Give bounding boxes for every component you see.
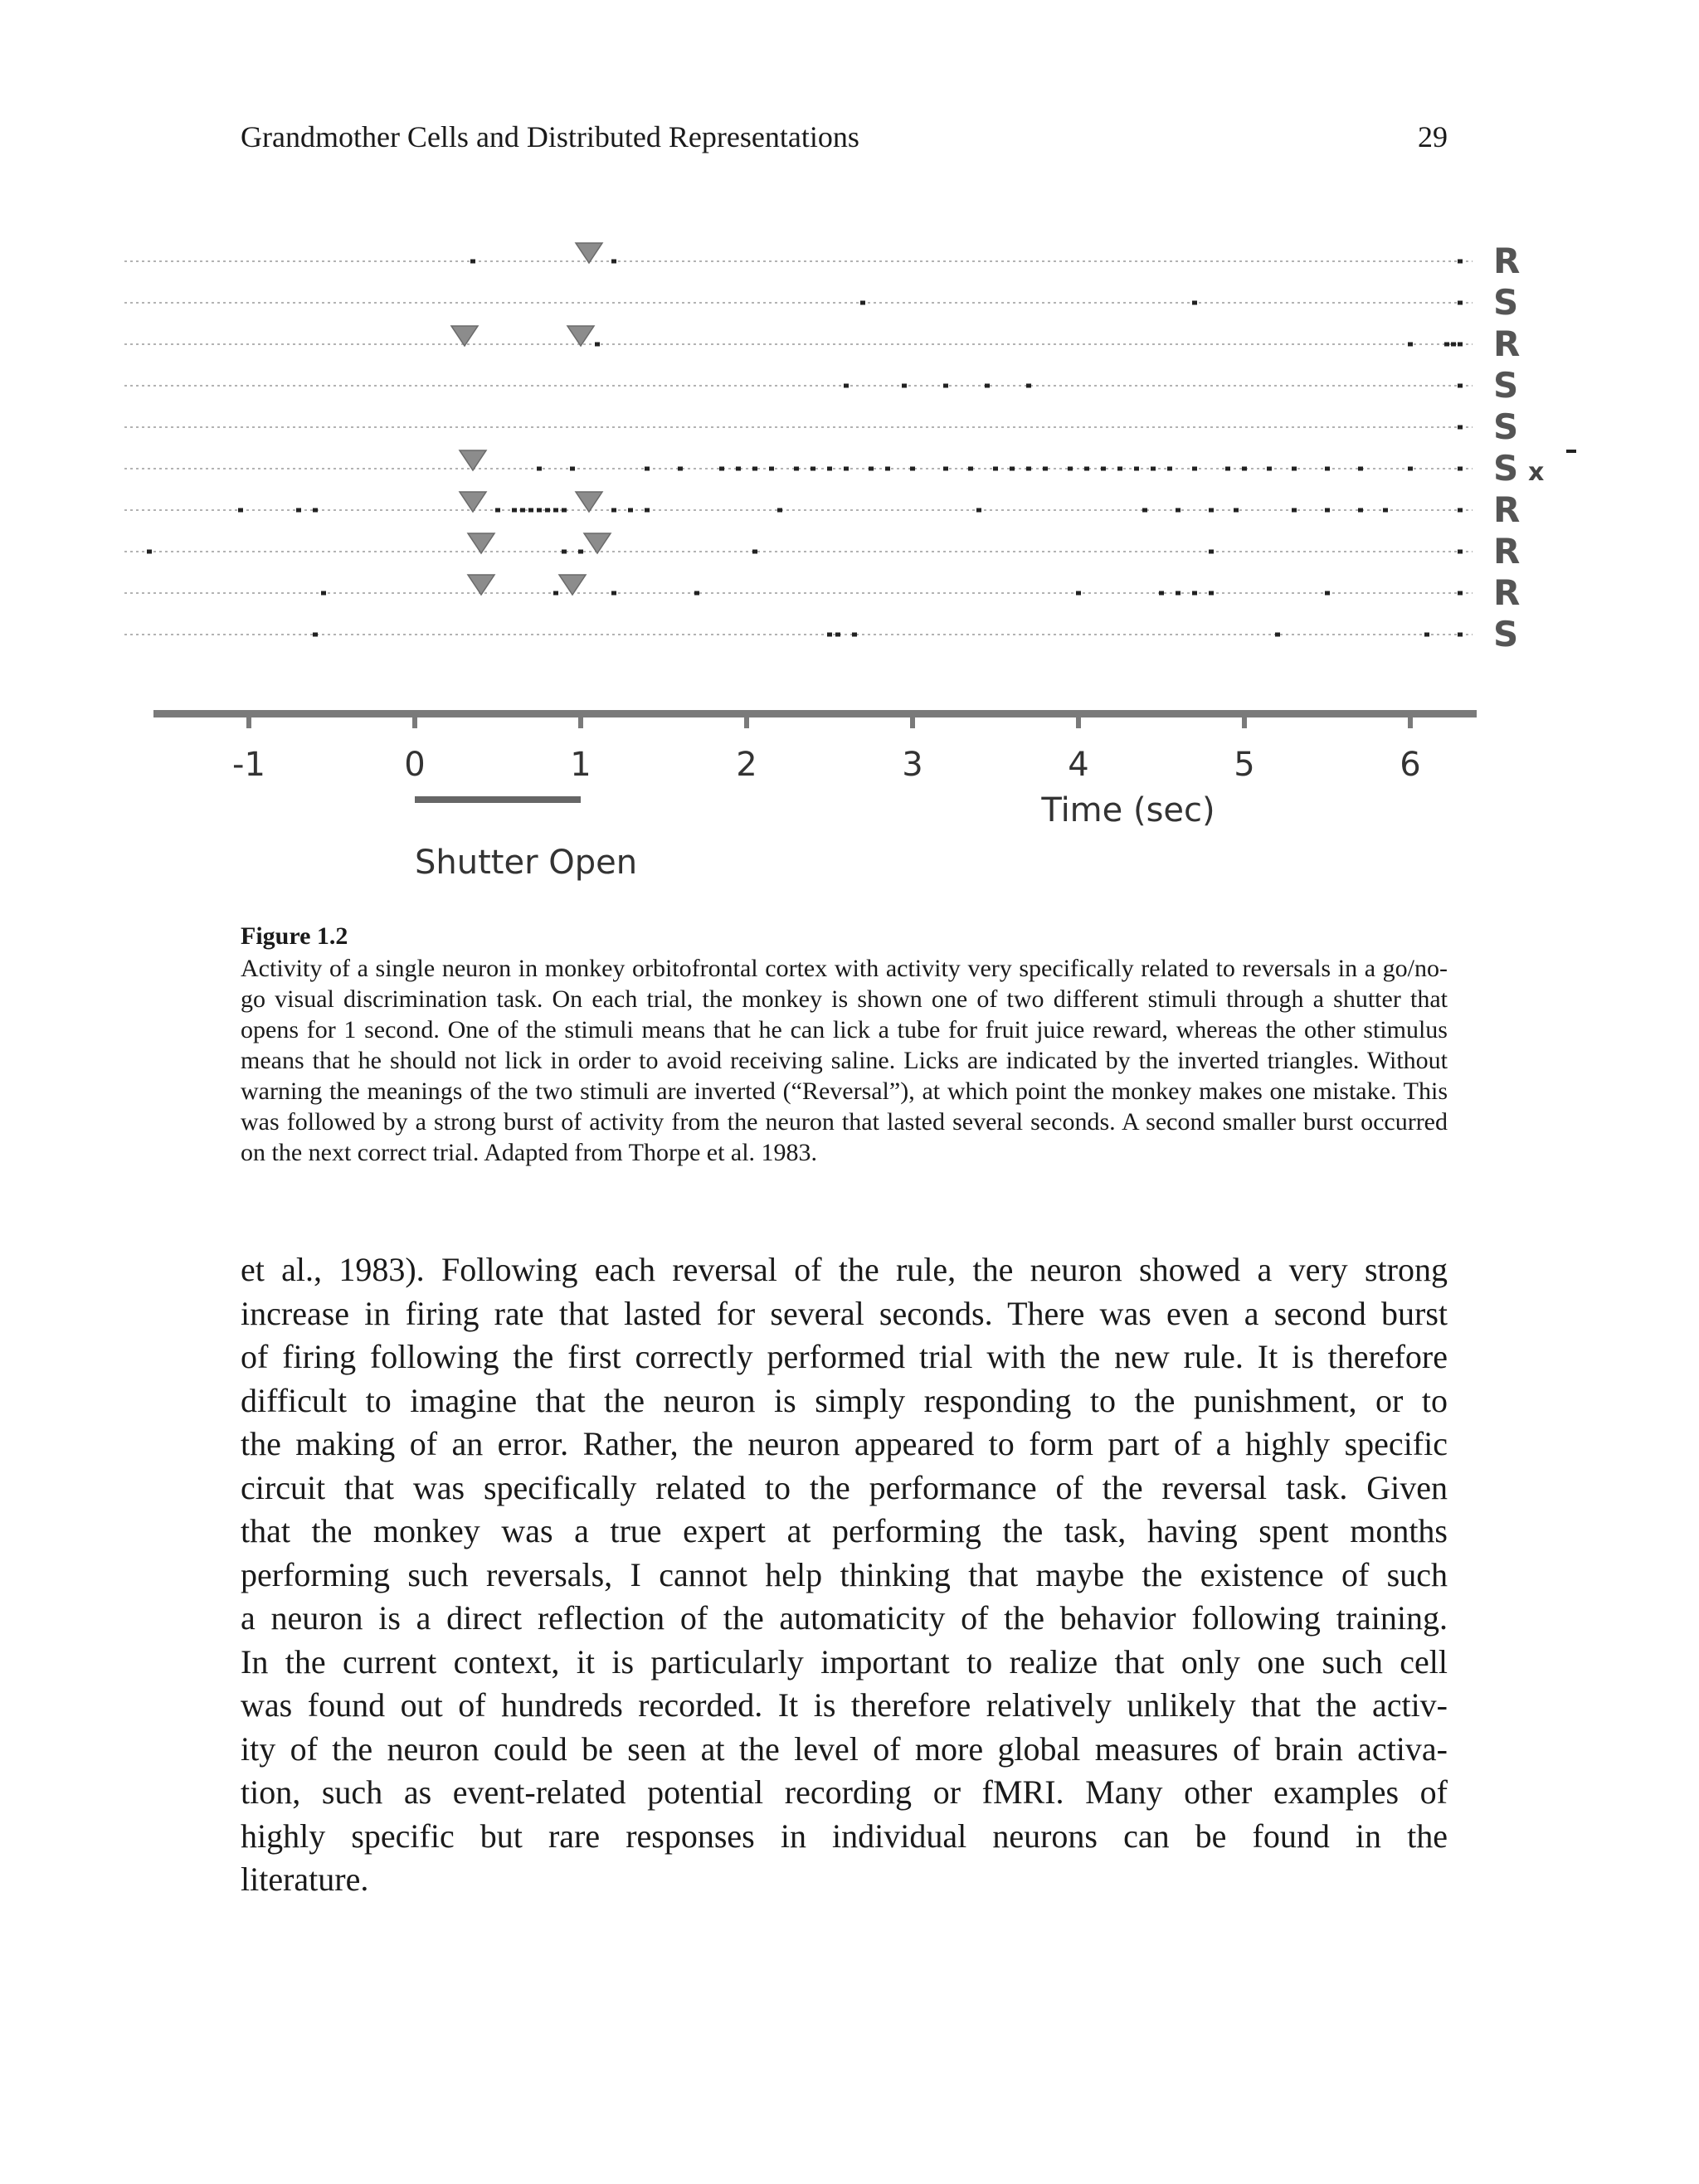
body-paragraph — [241, 1248, 1448, 1902]
spike-mark — [537, 467, 542, 471]
spike-mark — [827, 467, 832, 471]
tick-label: 5 — [1234, 746, 1255, 784]
spike-mark — [827, 633, 832, 637]
spike-mark — [628, 508, 633, 513]
trial-label: S — [1493, 282, 1519, 323]
spike-mark — [1068, 467, 1073, 471]
spike-mark — [611, 260, 616, 264]
body-line: performing such reversals, I cannot help thinking that maybe the existence of such — [241, 1555, 1448, 1593]
body-line: was found out of hundreds recorded. It is therefore relatively unlikely that the activ- — [241, 1686, 1448, 1724]
time-axis — [153, 710, 1477, 717]
spike-mark — [769, 467, 774, 471]
spike-mark — [1358, 467, 1363, 471]
spike-mark — [1292, 467, 1297, 471]
spike-mark — [1325, 508, 1330, 513]
spike-mark — [811, 467, 815, 471]
spike-mark — [1458, 467, 1463, 471]
spike-mark — [147, 550, 152, 554]
spike-mark — [985, 384, 990, 388]
reversal-tick-mark — [1566, 450, 1576, 453]
axis-tick — [1242, 717, 1247, 728]
spike-mark — [885, 467, 890, 471]
spike-mark — [1408, 467, 1413, 471]
body-line: a neuron is a direct reflection of the automaticity of the behavior following training. — [241, 1599, 1448, 1637]
spike-mark — [553, 591, 558, 596]
page-number: 29 — [1418, 120, 1448, 153]
spike-mark — [1117, 467, 1122, 471]
spike-mark — [835, 633, 840, 637]
axis-tick — [744, 717, 749, 728]
spike-mark — [1192, 467, 1197, 471]
spike-mark — [736, 467, 741, 471]
spike-mark — [943, 467, 948, 471]
tick-label: -1 — [232, 746, 265, 784]
spike-mark — [578, 550, 583, 554]
trial-label: S — [1493, 614, 1519, 654]
spike-mark — [595, 343, 600, 347]
spike-mark — [321, 591, 326, 596]
spike-mark — [1292, 508, 1297, 513]
spike-mark — [1383, 508, 1388, 513]
spike-mark — [1026, 467, 1031, 471]
spike-mark — [512, 508, 517, 513]
spike-mark — [794, 467, 799, 471]
spike-mark — [844, 467, 849, 471]
spike-mark — [570, 467, 575, 471]
spike-mark — [1451, 343, 1456, 347]
spike-mark — [968, 467, 973, 471]
spike-mark — [313, 508, 318, 513]
spike-mark — [296, 508, 301, 513]
body-line: highly specific but rare responses in individual neurons can be found in the — [241, 1817, 1448, 1855]
spike-mark — [611, 508, 616, 513]
spike-mark — [562, 508, 567, 513]
spike-mark — [1444, 343, 1449, 347]
spike-mark — [1026, 384, 1031, 388]
spike-mark — [752, 467, 757, 471]
tick-label: 3 — [902, 746, 923, 784]
spike-mark — [1010, 467, 1015, 471]
spike-mark — [1275, 633, 1280, 637]
spike-mark — [611, 591, 616, 596]
tick-label: 0 — [404, 746, 426, 784]
axis-tick — [910, 717, 915, 728]
axis-tick — [246, 717, 251, 728]
spike-mark — [902, 384, 907, 388]
spike-mark — [537, 508, 542, 513]
spike-mark — [645, 508, 650, 513]
spike-mark — [1408, 343, 1413, 347]
spike-mark — [553, 508, 558, 513]
spike-mark — [976, 508, 981, 513]
axis-tick — [1408, 717, 1413, 728]
reversal-marker: x — [1528, 458, 1545, 487]
spike-mark — [1142, 508, 1147, 513]
spike-mark — [1151, 467, 1156, 471]
body-line: of firing following the first correctly performed trial with the new rule. It is therefore — [241, 1338, 1448, 1375]
spike-mark — [1458, 426, 1463, 430]
spike-mark — [752, 550, 757, 554]
trial-label: R — [1493, 323, 1521, 364]
spike-mark — [1458, 550, 1463, 554]
spike-mark — [1043, 467, 1048, 471]
figure-label: Figure 1.2 — [241, 922, 348, 950]
trial-label: S — [1493, 448, 1519, 489]
spike-mark — [1134, 467, 1139, 471]
figure-raster-plot — [0, 224, 1699, 912]
figure-caption-text: Activity of a single neuron in monkey orbitofrontal cortex with activity very specifically related to reversals in a go/no-go visual discrimination task. On each trial, the monkey is shown one of two different stimuli through a shutter that opens for 1 second. One of the stimuli means that he can lick a tube for fruit juice reward, whereas the other stimulus means that he should not lick in order to avoid receiving saline. Licks are indicated by the inverted triangles. Without warning the meanings of the two stimuli are inverted (“Reversal”), at which point the monkey makes one mistake. This was followed by a strong burst of activity from the neuron that lasted several seconds. A second smaller burst occurred on the next correct trial. Adapted from Thorpe et al. 1983. — [241, 955, 1448, 1166]
spike-mark — [1209, 591, 1214, 596]
spike-mark — [545, 508, 550, 513]
trial-label: S — [1493, 406, 1519, 447]
body-line: literature. — [241, 1861, 369, 1898]
spike-mark — [1458, 343, 1463, 347]
body-line: ity of the neuron could be seen at the level of more global measures of brain activa- — [241, 1729, 1448, 1768]
spike-mark — [719, 467, 724, 471]
axis-tick — [412, 717, 417, 728]
spike-mark — [1458, 591, 1463, 596]
spike-mark — [1267, 467, 1272, 471]
lick-triangle-icon — [468, 575, 494, 595]
spike-mark — [1424, 633, 1429, 637]
spike-mark — [1159, 591, 1164, 596]
spike-mark — [1458, 633, 1463, 637]
lick-triangle-icon — [460, 450, 486, 470]
lick-triangle-icon — [567, 326, 594, 346]
spike-mark — [943, 384, 948, 388]
tick-label: 6 — [1400, 746, 1421, 784]
shutter-label: Shutter Open — [415, 844, 638, 882]
trial-label: R — [1493, 531, 1521, 572]
spike-mark — [1209, 508, 1214, 513]
spike-mark — [678, 467, 683, 471]
body-line: that the monkey was a true expert at performing the task, having spent months — [241, 1512, 1448, 1549]
spike-mark — [1458, 508, 1463, 513]
spike-mark — [562, 550, 567, 554]
running-head — [241, 116, 1448, 158]
spike-mark — [694, 591, 699, 596]
tick-label: 1 — [570, 746, 591, 784]
spike-mark — [1234, 508, 1239, 513]
figure-caption — [241, 921, 1448, 1168]
spike-mark — [1176, 591, 1181, 596]
spike-mark — [1167, 467, 1172, 471]
spike-mark — [1176, 508, 1181, 513]
spike-mark — [495, 508, 500, 513]
spike-mark — [470, 260, 475, 264]
spike-mark — [1101, 467, 1106, 471]
raster-plot-svg — [0, 224, 1699, 912]
spike-mark — [1209, 550, 1214, 554]
lick-triangle-icon — [584, 533, 611, 553]
spike-mark — [852, 633, 857, 637]
spike-mark — [869, 467, 874, 471]
body-line: difficult to imagine that the neuron is simply responding to the punishment, or to — [241, 1381, 1448, 1419]
lick-triangle-icon — [460, 492, 486, 512]
body-line: increase in firing rate that lasted for several seconds. There was even a second burst — [241, 1294, 1448, 1332]
spike-mark — [1242, 467, 1247, 471]
tick-label: 4 — [1068, 746, 1089, 784]
trial-label: R — [1493, 572, 1521, 613]
trial-label: R — [1493, 241, 1521, 281]
spike-mark — [1458, 384, 1463, 388]
running-title: Grandmother Cells and Distributed Representations — [241, 120, 859, 153]
lick-triangle-icon — [576, 492, 602, 512]
trial-label: R — [1493, 489, 1521, 530]
spike-mark — [1325, 591, 1330, 596]
spike-mark — [1076, 591, 1081, 596]
lick-triangle-icon — [559, 575, 586, 595]
spike-mark — [910, 467, 915, 471]
spike-mark — [1084, 467, 1089, 471]
spike-mark — [844, 384, 849, 388]
spike-mark — [520, 508, 525, 513]
spike-mark — [1192, 301, 1197, 305]
spike-mark — [1225, 467, 1230, 471]
body-line: the making of an error. Rather, the neuron appeared to form part of a highly specific — [241, 1425, 1448, 1462]
x-axis-label: Time (sec) — [1041, 791, 1215, 829]
spike-mark — [860, 301, 865, 305]
spike-mark — [1192, 591, 1197, 596]
spike-mark — [1458, 260, 1463, 264]
spike-mark — [528, 508, 533, 513]
lick-triangle-icon — [451, 326, 478, 346]
spike-mark — [777, 508, 782, 513]
tick-label: 2 — [736, 746, 757, 784]
body-line: circuit that was specifically related to the performance of the reversal task. Given — [241, 1468, 1448, 1506]
spike-mark — [1458, 301, 1463, 305]
body-line: In the current context, it is particularly important to realize that only one such cell — [241, 1642, 1448, 1681]
lick-triangle-icon — [468, 533, 494, 553]
spike-mark — [238, 508, 243, 513]
spike-mark — [993, 467, 998, 471]
spike-mark — [313, 633, 318, 637]
lick-triangle-icon — [576, 243, 602, 263]
spike-mark — [645, 467, 650, 471]
axis-tick — [578, 717, 583, 728]
spike-mark — [1358, 508, 1363, 513]
shutter-open-bar — [415, 796, 581, 803]
trial-label: S — [1493, 365, 1519, 406]
axis-tick — [1076, 717, 1081, 728]
spike-mark — [1325, 467, 1330, 471]
body-line: et al., 1983). Following each reversal of the rule, the neuron showed a very strong — [241, 1251, 1448, 1288]
body-line: tion, such as event-related potential recording or fMRI. Many other examples of — [241, 1773, 1448, 1811]
